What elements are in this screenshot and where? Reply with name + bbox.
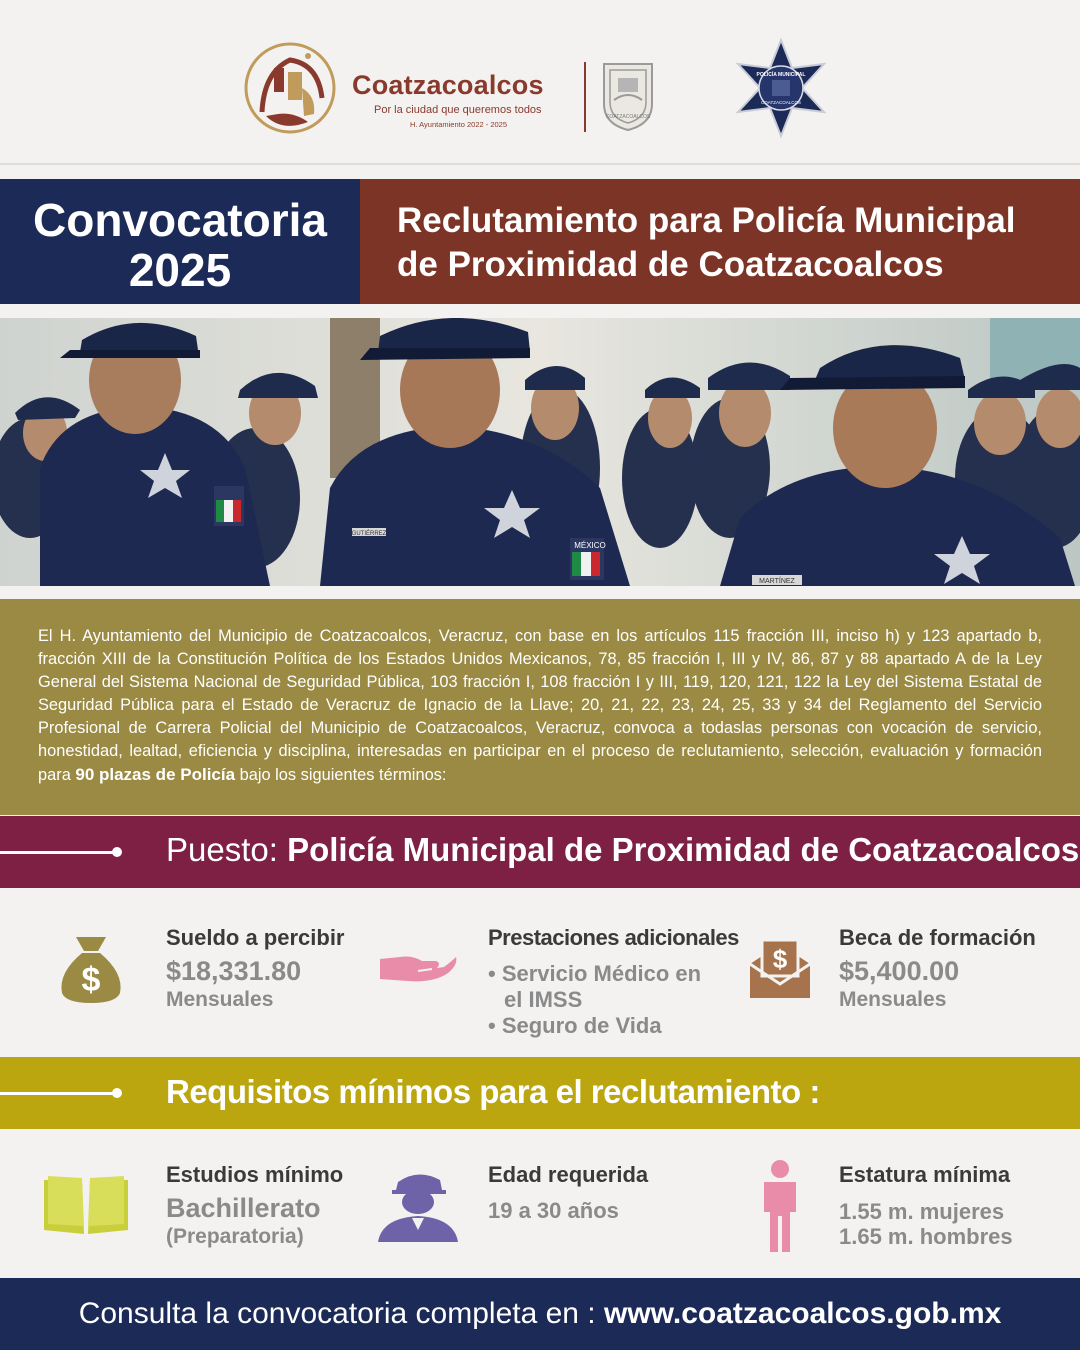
brand-slogan: Por la ciudad que queremos todos: [374, 104, 542, 116]
height-men: 1.65 m. hombres: [839, 1224, 1013, 1249]
intro-text-end: bajo los siguientes términos:: [235, 766, 447, 784]
puesto-value: Policía Municipal de Proximidad de Coatzacoalcos: [287, 831, 1080, 868]
salary-title: Sueldo a percibir: [166, 925, 345, 950]
brand-name: Coatzacoalcos: [352, 70, 544, 100]
recruitment-title-line1: Reclutamiento para Policía Municipal: [397, 201, 1016, 240]
requirements-heading: Requisitos mínimos para el reclutamiento :: [166, 1073, 820, 1110]
decorative-dot: [112, 1088, 122, 1098]
police-officers-photo: [0, 318, 1080, 586]
requirements-band: [0, 1057, 1080, 1129]
age-value: 19 a 30 años: [488, 1198, 619, 1223]
extras-item-2: • Seguro de Vida: [488, 1013, 662, 1038]
convocatoria-year: 2025: [128, 244, 232, 296]
badge-text-bottom: COATZACOALCOS: [761, 100, 801, 105]
height-women: 1.55 m. mujeres: [839, 1199, 1005, 1224]
studies-title: Estudios mínimo: [166, 1162, 344, 1187]
police-officer-icon: [378, 1168, 458, 1242]
footer-text: [0, 1297, 1080, 1331]
studies-value: Bachillerato: [166, 1193, 321, 1223]
grant-period: Mensuales: [839, 988, 947, 1011]
puesto-title: [166, 831, 1079, 869]
police-star-badge-icon: [730, 38, 832, 138]
convocatoria-box: [0, 179, 360, 304]
recruitment-title-line2: de Proximidad de Coatzacoalcos: [397, 245, 944, 284]
recruitment-title-box: [360, 179, 1080, 304]
decorative-line: [0, 1092, 114, 1095]
intro-text: El H. Ayuntamiento del Municipio de Coatzacoalcos, Veracruz, con base en los artículos 115 fracción III, inciso h) y 123 apartado b, fracción XIII de la Constitución Política de los Estados Unidos Mexicanos, 78, 85 fracción I, III y IV, 86, 87 y 88 apartado A de la Ley General del Sistema Nacional de Seguridad Pública, 103 fracción I, 108 fracción I y III, 119, 120, 121, 122 la Ley del Sistema Estatal de Seguridad Pública para el Estado de Veracruz de Ignacio de la Llave; 20, 21, 22, 23, 24, 25, 33 y 34 del Reglamento del Servicio Profesional de Carrera Policial del Municipio de Coatzacoalcos, Veracruz, convoca a todaslas personas con vocación de servicio, honestidad, lealtad, eficiencia y disciplina, interesadas en participar en el proceso de reclutamiento, selección, evaluación y formación para: [38, 627, 1042, 784]
money-bag-icon: [58, 933, 124, 1005]
photo-patch-text: MÉXICO: [574, 541, 606, 550]
convocatoria-title: Convocatoria: [33, 194, 327, 246]
photo-name-tag-1: MARTÍNEZ: [759, 578, 795, 585]
money-envelope-icon: [748, 938, 812, 1000]
age-title: Edad requerida: [488, 1162, 649, 1187]
extras-item-1b: el IMSS: [504, 987, 583, 1012]
svg-text:$: $: [772, 944, 788, 974]
coatzacoalcos-logo-icon: [244, 42, 340, 134]
open-book-icon: [44, 1176, 128, 1234]
header-separator: [0, 163, 1080, 165]
municipal-seal-icon: [600, 60, 656, 132]
footer-prefix: Consulta la convocatoria completa en :: [78, 1297, 604, 1330]
salary-value: $18,331.80: [166, 956, 302, 986]
puesto-band: [0, 816, 1080, 888]
plazas-highlight: 90 plazas de Policía: [75, 765, 236, 784]
header-divider: [584, 62, 586, 132]
intro-section: [0, 599, 1080, 815]
grant-title: Beca de formación: [839, 925, 1036, 950]
studies-sub: (Preparatoria): [166, 1225, 304, 1248]
height-title: Estatura mínima: [839, 1162, 1011, 1187]
badge-text-top: POLICÍA MUNICIPAL: [756, 72, 806, 78]
extras-title: Prestaciones adicionales: [488, 925, 739, 950]
helping-hand-icon: [378, 951, 458, 987]
person-icon: [760, 1160, 800, 1252]
brand-subtitle: H. Ayuntamiento 2022 - 2025: [410, 120, 508, 129]
puesto-label: Puesto:: [166, 831, 288, 868]
extras-item-1: • Servicio Médico en: [488, 961, 702, 986]
photo-name-tag-2: GUTIÉRREZ: [351, 531, 387, 537]
grant-value: $5,400.00: [839, 956, 960, 986]
decorative-dot: [112, 847, 122, 857]
footer: [0, 1278, 1080, 1350]
website-link[interactable]: www.coatzacoalcos.gob.mx: [603, 1297, 1002, 1330]
decorative-line: [0, 851, 114, 854]
intro-paragraph: [38, 625, 1042, 787]
salary-period: Mensuales: [166, 988, 274, 1011]
seal-text: COATZACOALCOS: [605, 114, 651, 120]
svg-text:$: $: [81, 961, 101, 999]
